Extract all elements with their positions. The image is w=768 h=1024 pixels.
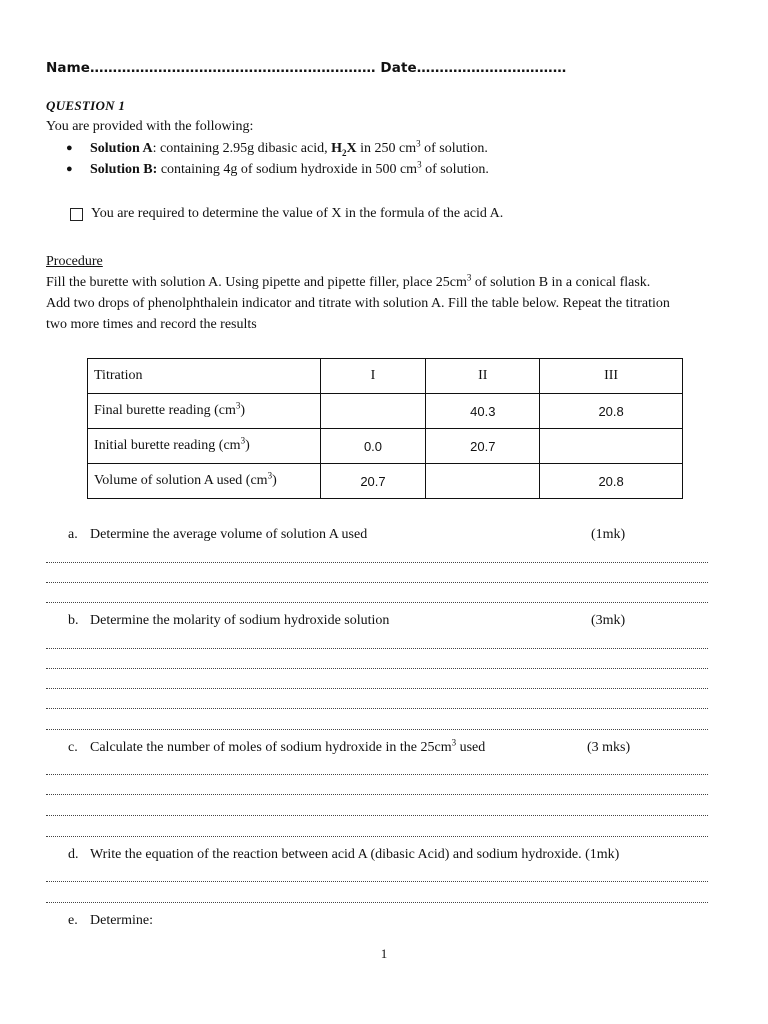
procedure-line-2: Add two drops of phenolphthalein indicator and titrate with solution A. Fill the table below. Repeat the titration — [46, 296, 670, 311]
answer-line[interactable] — [46, 688, 708, 690]
question-e-text: Determine: — [90, 913, 153, 928]
answer-line[interactable] — [46, 815, 708, 817]
row-label: Initial burette reading $(cm^3)$ — [88, 429, 321, 464]
question-c: c. Calculate the number of moles of sodium hydroxide in the $25cm^3$ used (3 mks) — [68, 737, 631, 755]
table-cell[interactable]: 0.0 — [320, 429, 426, 464]
table-header-row — [88, 359, 683, 394]
table-cell[interactable]: 20.8 — [540, 464, 683, 499]
question-title: QUESTION 1 — [46, 98, 126, 113]
table-header: I — [320, 359, 426, 394]
table-header: III — [540, 359, 683, 394]
solution-a-item: ● Solution A: containing 2.95g dibasic acid, $H_2X$ in 250 $cm^3$ of solution. — [66, 138, 489, 159]
question-b-marks: (3mk) — [591, 613, 626, 628]
question-d-text: Write the equation of the reaction between acid A (dibasic Acid) and sodium hydroxide. (1mk) — [90, 847, 620, 862]
question-c-text: Calculate the number of moles of sodium hydroxide in the $25cm^3$ used — [90, 737, 486, 755]
page-number: 1 — [380, 946, 388, 961]
table-cell[interactable]: 20.8 — [540, 394, 683, 429]
question-c-marks: (3 mks) — [587, 740, 631, 755]
checkbox-icon[interactable] — [70, 208, 83, 221]
titration-table — [87, 358, 683, 499]
answer-line[interactable] — [46, 881, 708, 883]
table-cell[interactable] — [426, 464, 540, 499]
answer-line[interactable] — [46, 729, 708, 731]
procedure-line-3: two more times and record the results — [46, 317, 257, 332]
table-header: Titration — [88, 359, 321, 394]
table-cell[interactable]: 20.7 — [426, 429, 540, 464]
solution-b-label: Solution B: — [90, 162, 158, 177]
table-cell[interactable] — [540, 429, 683, 464]
answer-line[interactable] — [46, 582, 708, 584]
question-b-text: Determine the molarity of sodium hydroxide solution — [90, 613, 390, 628]
answer-line[interactable] — [46, 774, 708, 776]
solution-a-label: Solution A — [90, 141, 153, 156]
task-row — [70, 206, 503, 222]
procedure-heading: Procedure — [46, 254, 103, 269]
answer-line[interactable] — [46, 836, 708, 838]
procedure-section — [46, 251, 722, 335]
answer-line[interactable] — [46, 708, 708, 710]
procedure-line-1: Fill the burette with solution A. Using pipette and pipette filler, place $25cm^3$ of solution B in a conical flask. — [46, 272, 651, 290]
table-header: II — [426, 359, 540, 394]
table-row — [88, 394, 683, 429]
solution-b-item: ● Solution B: containing 4g of sodium hydroxide in 500 $cm^3$ of solution. — [66, 159, 489, 180]
table-cell[interactable]: 40.3 — [426, 394, 540, 429]
answer-line[interactable] — [46, 602, 708, 604]
question-d: d. Write the equation of the reaction between acid A (dibasic Acid) and sodium hydroxide. (1mk) — [68, 847, 620, 862]
answer-line[interactable] — [46, 902, 708, 904]
question-a-marks: (1mk) — [591, 527, 626, 542]
row-label: Final burette reading $(cm^3)$ — [88, 394, 321, 429]
name-date-line: Name……………………………………………………… Date…………………………… — [46, 60, 567, 76]
table-row — [88, 464, 683, 499]
answer-line[interactable] — [46, 648, 708, 650]
table-cell[interactable]: 20.7 — [320, 464, 426, 499]
question-a: a. Determine the average volume of solution A used (1mk) — [68, 527, 626, 542]
question-e: e. Determine: — [68, 913, 153, 928]
intro-text: You are provided with the following: — [46, 119, 254, 134]
solutions-list — [66, 138, 489, 180]
answer-line[interactable] — [46, 668, 708, 670]
task-text: You are required to determine the value of X in the formula of the acid A. — [91, 206, 504, 221]
row-label: Volume of solution A used $(cm^3)$ — [88, 464, 321, 499]
answer-line[interactable] — [46, 562, 708, 564]
answer-line[interactable] — [46, 794, 708, 796]
question-b: b. Determine the molarity of sodium hydroxide solution (3mk) — [68, 613, 626, 628]
table-row — [88, 429, 683, 464]
question-a-text: Determine the average volume of solution A used — [90, 527, 368, 542]
table-cell[interactable] — [320, 394, 426, 429]
